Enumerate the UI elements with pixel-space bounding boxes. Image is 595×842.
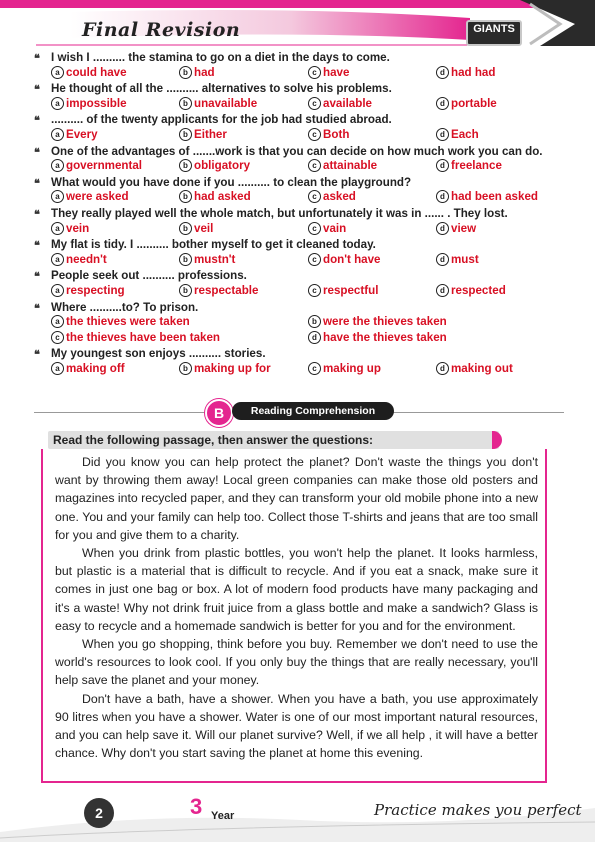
option-letter: c [308, 190, 321, 203]
answer-option[interactable] [308, 128, 349, 141]
instructions-bar: Read the following passage, then answer the questions: [48, 431, 499, 449]
option-text: don't have [323, 252, 381, 266]
question-item [34, 206, 564, 222]
year-label: Year [211, 810, 235, 822]
answer-option[interactable] [179, 190, 251, 203]
answer-option[interactable] [51, 253, 107, 266]
answer-option[interactable] [436, 128, 479, 141]
page-title: Final Revision [82, 19, 241, 41]
passage-paragraph: Did you know you can help protect the planet? Don't waste the things you don't want by throwing them away! Local green companies can make those old posters and magazines into recycled paper, and they can transform your old mobile phone into a new one. You and your family can help too. Collect those T-shirts and jeans that are too small for you and give them to a charity. [55, 455, 538, 542]
option-text: obligatory [194, 159, 251, 173]
option-letter: b [179, 159, 192, 172]
question-text: I wish I .......... the stamina to go on a diet in the days to come. [51, 51, 390, 64]
options-row [34, 253, 564, 269]
question-item [34, 50, 564, 66]
option-text: making out [451, 361, 513, 375]
answer-option[interactable] [308, 66, 349, 79]
quote-icon: ❝ [34, 83, 40, 97]
option-letter: d [436, 222, 449, 235]
option-letter: a [51, 97, 64, 110]
answer-option[interactable] [51, 66, 127, 79]
answer-option[interactable] [308, 284, 378, 297]
option-text: needn't [66, 252, 107, 266]
options-row [34, 97, 564, 113]
option-letter: d [436, 253, 449, 266]
option-text: impossible [66, 96, 127, 110]
question-text: Where ..........to? To prison. [51, 300, 199, 314]
footer-slogan: Practice makes you perfect [374, 801, 582, 819]
passage-paragraph: When you drink from plastic bottles, you won't help the planet. It looks harmless, but plastic is a material that is difficult to recycle. And if you eat a snack, make sure it comes in just one bag or box. A lot of modern food products have many packaging and it's a waste! Why not drink fruit juice from a glass bottle and make a sandwich? Glass is easy to recycle and a homemade sandwich is better for you and for the environment. [55, 546, 538, 633]
options-row [34, 66, 564, 82]
option-text: could have [66, 65, 127, 79]
answer-option[interactable] [51, 331, 220, 344]
answer-option[interactable] [308, 253, 381, 266]
question-text: People seek out .......... professions. [51, 269, 247, 283]
question-item [34, 300, 564, 316]
option-text: view [451, 221, 477, 235]
option-text: respecting [66, 283, 125, 297]
quote-icon: ❝ [34, 270, 40, 284]
answer-option[interactable] [436, 222, 476, 235]
page-number: 2 [84, 798, 114, 828]
option-text: Every [66, 127, 98, 141]
option-letter: d [436, 97, 449, 110]
option-letter: a [51, 128, 64, 141]
option-letter: c [308, 222, 321, 235]
option-text: were asked [66, 190, 129, 204]
reading-passage [55, 453, 538, 762]
option-text: had asked [194, 190, 251, 204]
question-text: .......... of the twenty applicants for the job had studied abroad. [51, 113, 392, 127]
question-text: He thought of all the .......... alternatives to solve his problems. [51, 82, 392, 96]
instructions-bar-cap [492, 431, 502, 449]
answer-option[interactable] [179, 253, 235, 266]
option-text: had had [451, 65, 496, 79]
answer-option[interactable] [179, 222, 213, 235]
answer-option[interactable] [308, 315, 447, 328]
option-letter: d [436, 159, 449, 172]
options-row [34, 222, 564, 238]
options-row [34, 362, 564, 378]
quote-icon: ❝ [34, 207, 40, 221]
option-letter: c [308, 97, 321, 110]
options-row [34, 159, 564, 175]
option-text: making up for [194, 361, 271, 375]
option-letter: a [51, 284, 64, 297]
answer-option[interactable] [436, 66, 495, 79]
option-text: were the thieves taken [323, 315, 447, 329]
option-text: have the thieves taken [323, 330, 447, 344]
quote-icon: ❝ [34, 348, 40, 362]
questions-list [34, 50, 564, 377]
option-text: unavailable [194, 96, 258, 110]
option-letter: b [179, 66, 192, 79]
answer-option[interactable] [51, 315, 190, 328]
option-letter: a [51, 362, 64, 375]
answer-option[interactable] [308, 362, 381, 375]
option-letter: c [308, 66, 321, 79]
question-item [34, 112, 564, 128]
question-text: One of the advantages of .......work is that you can decide on how much work you can do. [51, 144, 543, 158]
option-text: making off [66, 361, 125, 375]
answer-option[interactable] [179, 66, 215, 79]
section-letter-badge: B [205, 399, 233, 427]
option-text: veil [194, 221, 214, 235]
question-item [34, 268, 564, 284]
option-text: respected [451, 283, 506, 297]
passage-paragraph: Don't have a bath, have a shower. When you have a bath, you use approximately 90 litres when you have a shower. Water is one of our most important natural resources, and you can help save it. Will our planet survive? Well, if we all help , it will have a better chance. Why don't you start saving the planet at home this evening. [55, 691, 538, 761]
answer-option[interactable] [436, 284, 506, 297]
options-row [34, 284, 564, 300]
answer-option[interactable] [179, 284, 258, 297]
option-letter: b [179, 128, 192, 141]
answer-option[interactable] [179, 159, 250, 172]
option-text: respectful [323, 283, 379, 297]
option-letter: a [51, 315, 64, 328]
option-letter: a [51, 253, 64, 266]
answer-option[interactable] [179, 97, 257, 110]
option-text: making up [323, 361, 381, 375]
option-text: Both [323, 127, 350, 141]
answer-option[interactable] [51, 190, 129, 203]
option-letter: d [436, 66, 449, 79]
option-letter: c [308, 159, 321, 172]
answer-option[interactable] [179, 362, 271, 375]
answer-option[interactable] [179, 128, 227, 141]
option-text: respectable [194, 283, 259, 297]
question-text: My flat is tidy. I .......... bother myself to get it cleaned today. [51, 238, 376, 252]
section-title: Reading Comprehension [232, 402, 394, 420]
options-row [34, 315, 564, 331]
option-text: mustn't [194, 252, 236, 266]
option-letter: c [51, 331, 64, 344]
options-row [34, 128, 564, 144]
option-text: had been asked [451, 190, 538, 204]
question-text: My youngest son enjoys .......... stories. [51, 347, 266, 361]
option-letter: d [436, 190, 449, 203]
quote-icon: ❝ [34, 176, 40, 190]
question-item [34, 346, 564, 362]
option-letter: a [51, 190, 64, 203]
option-letter: b [179, 97, 192, 110]
option-text: must [451, 252, 479, 266]
option-text: the thieves have been taken [66, 330, 221, 344]
option-text: governmental [66, 159, 143, 173]
answer-option[interactable] [51, 159, 142, 172]
option-letter: b [308, 315, 321, 328]
option-text: freelance [451, 159, 502, 173]
option-letter: d [436, 362, 449, 375]
answer-option[interactable] [51, 362, 125, 375]
options-row [34, 331, 564, 347]
answer-option[interactable] [51, 97, 127, 110]
question-text: They really played well the whole match, but unfortunately it was in ...... . They lost. [51, 206, 508, 220]
question-text: What would you have done if you .......... to clean the playground? [51, 175, 412, 189]
answer-option[interactable] [436, 159, 502, 172]
option-letter: d [308, 331, 321, 344]
answer-option[interactable] [436, 362, 513, 375]
quote-icon: ❝ [34, 52, 40, 65]
answer-option[interactable] [51, 128, 98, 141]
answer-option[interactable] [308, 190, 356, 203]
giants-logo: GIANTS [466, 20, 522, 46]
answer-option[interactable] [51, 222, 89, 235]
option-letter: b [179, 190, 192, 203]
option-text: available [323, 96, 372, 110]
option-text: asked [323, 190, 356, 204]
question-item [34, 144, 564, 160]
quote-icon: ❝ [34, 301, 40, 315]
passage-paragraph: When you go shopping, think before you buy. Remember we don't need to use the world's resources to look cool. If you only buy the things that are really necessary, you'll help save the planet and your money. [55, 637, 538, 688]
answer-option[interactable] [436, 253, 479, 266]
answer-option[interactable] [436, 190, 538, 203]
option-letter: a [51, 66, 64, 79]
section-header [0, 398, 595, 426]
option-text: have [323, 65, 350, 79]
option-text: portable [451, 96, 497, 110]
question-item [34, 175, 564, 191]
option-letter: c [308, 284, 321, 297]
option-text: Each [451, 127, 479, 141]
option-text: had [194, 65, 215, 79]
option-letter: d [436, 128, 449, 141]
answer-option[interactable] [436, 97, 497, 110]
answer-option[interactable] [51, 284, 125, 297]
option-text: vain [323, 221, 347, 235]
option-letter: b [179, 362, 192, 375]
options-row [34, 190, 564, 206]
question-item [34, 237, 564, 253]
quote-icon: ❝ [34, 239, 40, 253]
option-text: Either [194, 127, 227, 141]
option-letter: a [51, 159, 64, 172]
question-item [34, 81, 564, 97]
year-number: 3 [190, 794, 203, 819]
answer-option[interactable] [308, 222, 346, 235]
answer-option[interactable] [308, 159, 377, 172]
option-text: vein [66, 221, 90, 235]
option-letter: c [308, 253, 321, 266]
option-letter: a [51, 222, 64, 235]
option-letter: b [179, 284, 192, 297]
option-letter: b [179, 253, 192, 266]
option-letter: d [436, 284, 449, 297]
option-text: the thieves were taken [66, 315, 190, 329]
option-text: attainable [323, 159, 378, 173]
quote-icon: ❝ [34, 145, 40, 159]
answer-option[interactable] [308, 97, 372, 110]
option-letter: b [179, 222, 192, 235]
option-letter: c [308, 362, 321, 375]
quote-icon: ❝ [34, 114, 40, 128]
answer-option[interactable] [308, 331, 447, 344]
option-letter: c [308, 128, 321, 141]
